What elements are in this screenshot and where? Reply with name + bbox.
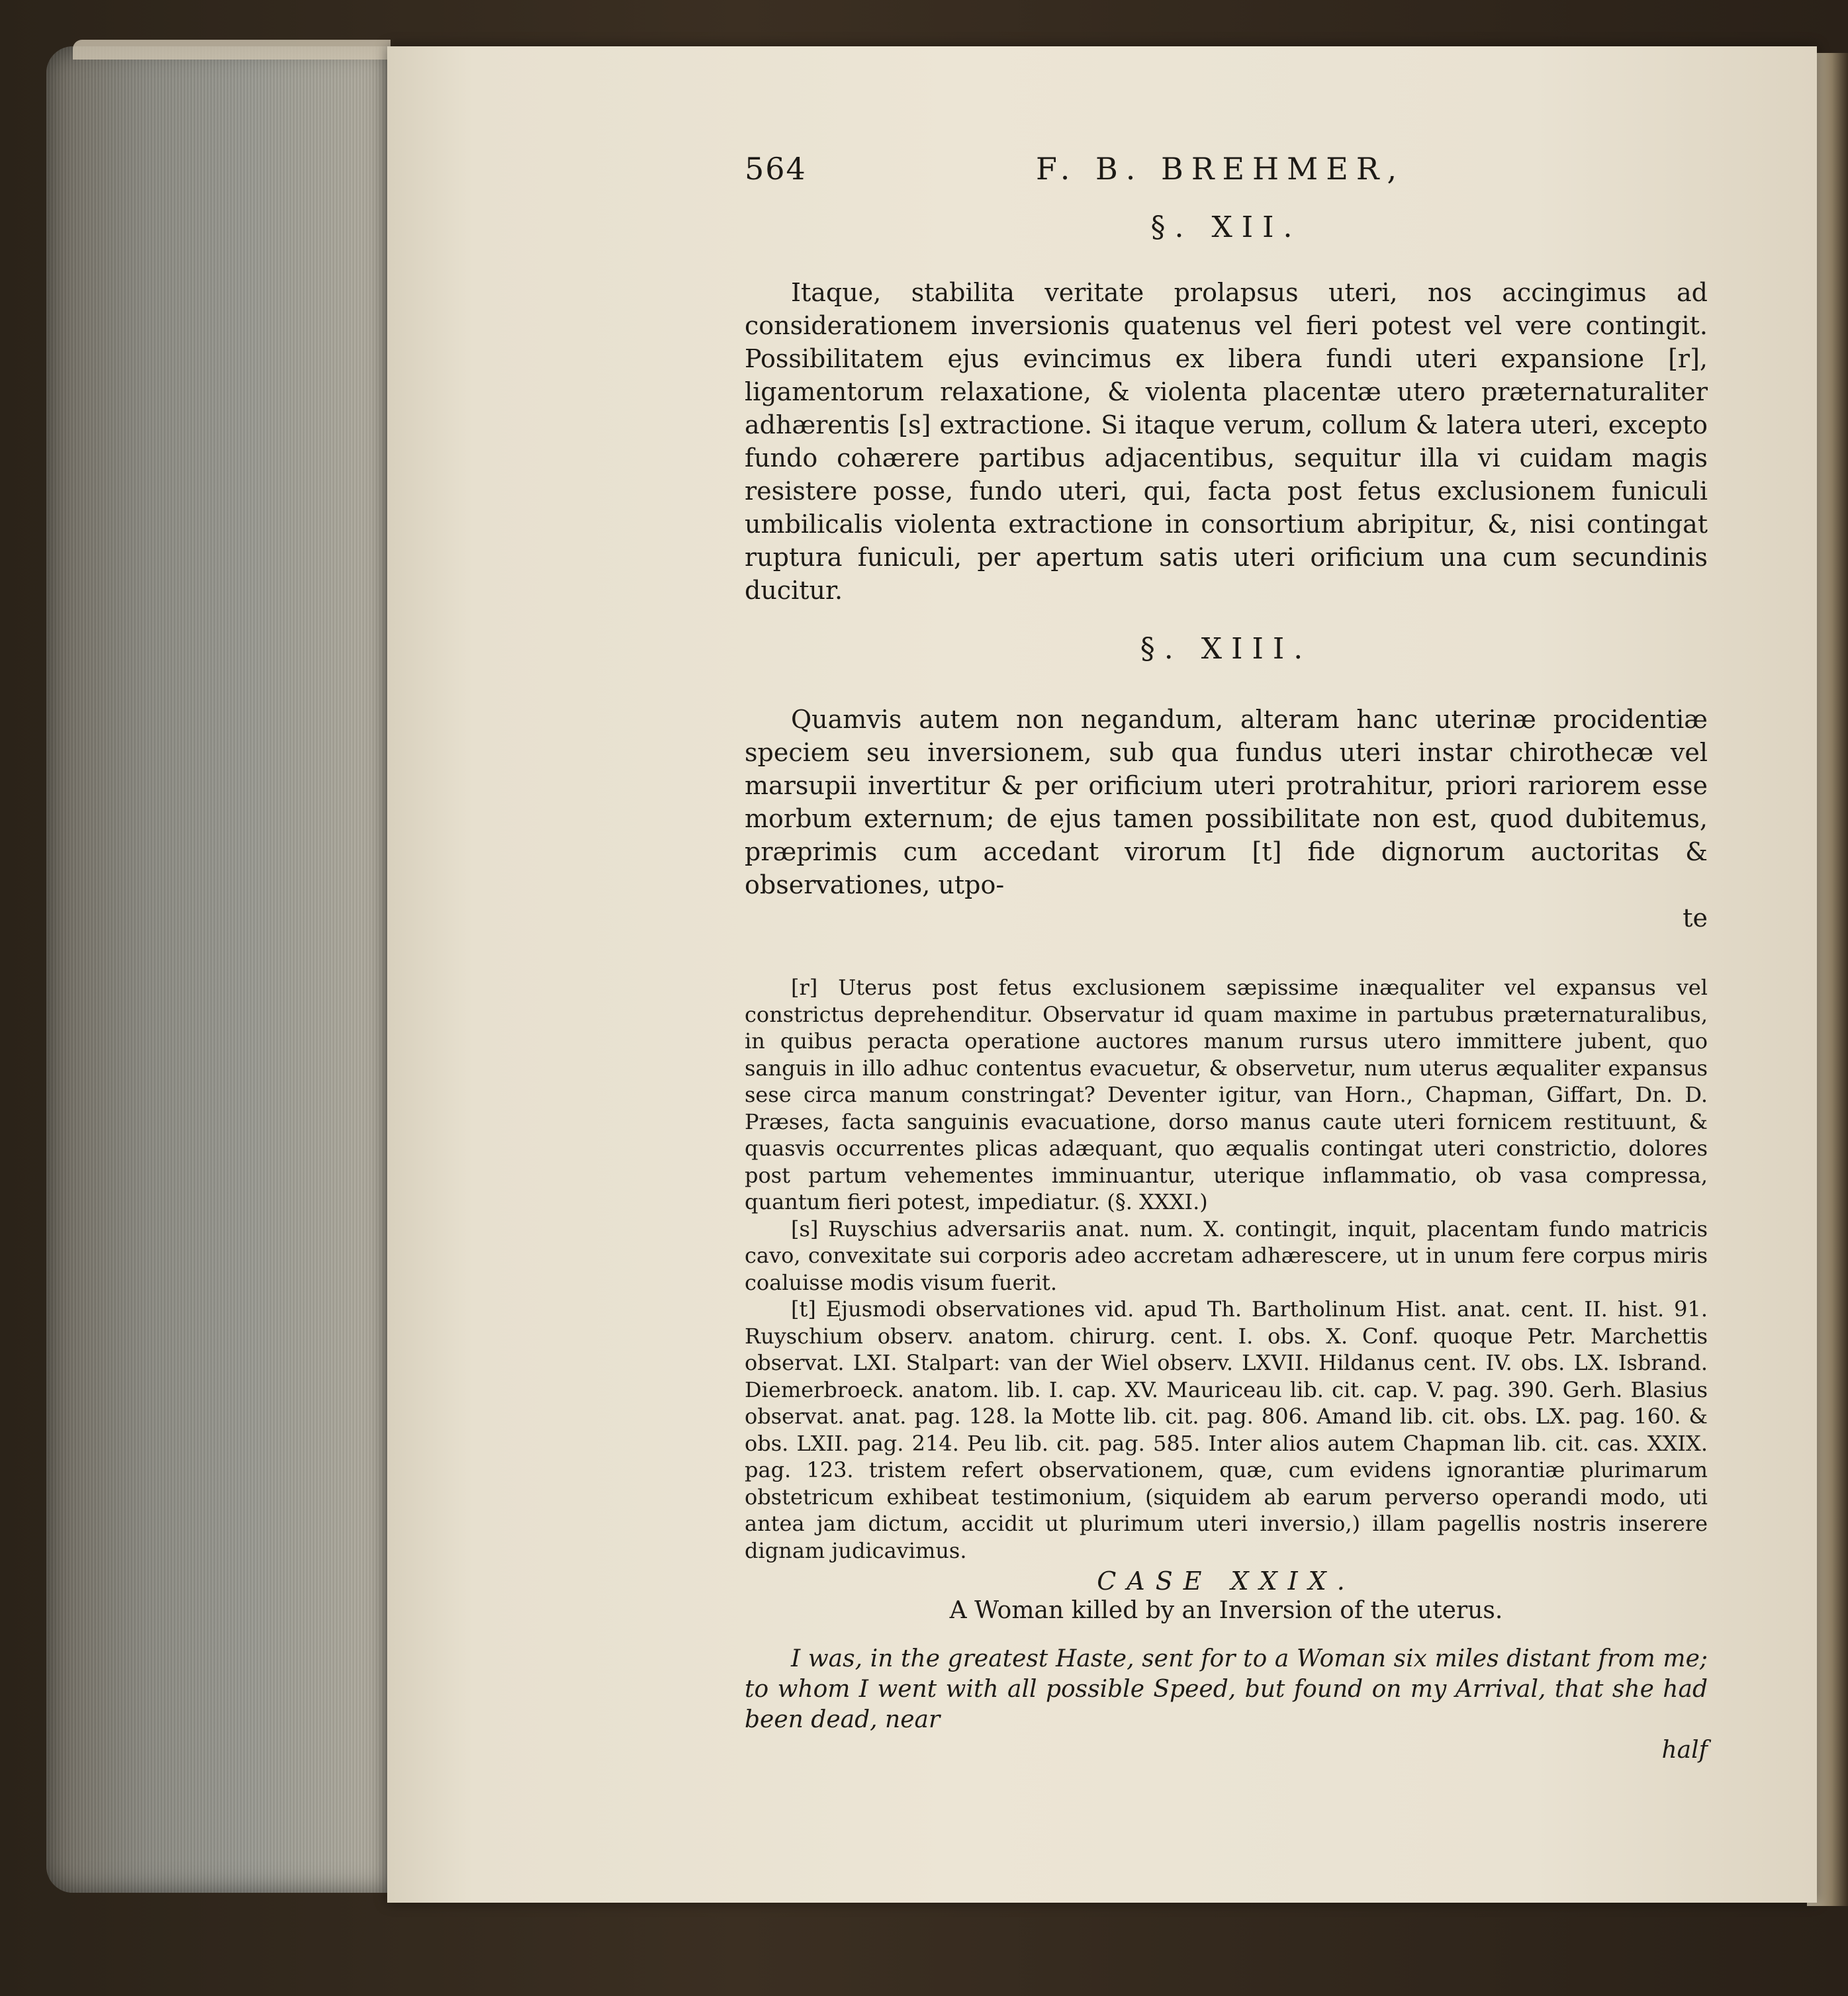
case-subtitle: A Woman killed by an Inversion of the uterus. [949,1596,1503,1624]
section-13-paragraph [745,703,1708,934]
case-text-body: I was, in the greatest Haste, sent for to a Woman six miles distant from me; to whom I went with all possible Speed, but found on my Arrival, that she had been dead, near [745,1645,1708,1733]
footnotes [745,974,1708,1766]
running-head-author: F. B. BREHMER, [1036,151,1405,187]
footnote-t: [t] Ejusmodi observationes vid. apud Th. Bartholinum Hist. anat. cent. II. hist. 91. Ruyschium observ. anatom. chirurg. cent. I. obs. X. Conf. quoque Petr. Marchettis observat. LXI. Stalpart: van der Wiel observ. LXVII. Hildanus cent. IV. obs. LX. Isbrand. Diemerbroeck. anatom. lib. I. cap. XV. Mauriceau lib. cit. cap. V. pag. 390. Gerh. Blasius observat. anat. pag. 128. la Motte lib. cit. pag. 806. Amand lib. cit. obs. LX. pag. 160. & obs. LXII. pag. 214. Peu lib. cit. pag. 585. Inter alios autem Chapman lib. cit. cas. XXIX. pag. 123. tristem refert observationem, quæ, cum evidens ignorantiæ plurimarum obstetricum exhibeat testimonium, (siquidem ab earum perverso operandi modo, uti antea jam dictum, accidit ut plurimum uteri inversio,) illam pagellis nostris inserere dignam judicavimus. [745,1296,1708,1563]
book-top-edge [73,40,391,60]
page-number: 564 [745,151,807,187]
book-page-edges [46,46,391,1893]
section-12-paragraph [745,276,1708,607]
footnote-s: [s] Ruyschius adversariis anat. num. X. contingit, inquit, placentam fundo matricis cavo, convexitate sui corporis adeo accretam adhærescere, ut in unum fere corpus miris coaluisse modis visum fuerit. [745,1216,1708,1295]
catchword: te [1683,903,1708,932]
section-13-text: Quamvis autem non negandum, alteram hanc uterinæ procidentiæ speciem seu inversionem, sub qua fundus uteri instar chirothecæ vel marsupii invertitur & per orificium uteri protrahitur, priori rariorem esse morbum externum; de ejus tamen possibilitate non est, quod dubitemus, præprimis cum accedant virorum [t] fide dignorum auctoritas & observationes, utpo- [745,705,1708,899]
section-12-text: Itaque, stabilita veritate prolapsus uteri, nos accingimus ad considerationem inversionis quatenus vel fieri potest vel vere contingit. Possibilitatem ejus evincimus ex libera fundi uteri expansione [r], ligamentorum relaxatione, & violenta placentæ utero præternaturaliter adhærentis [s] extractione. Si itaque verum, collum & latera uteri, excepto fundo cohærere partibus adjacentibus, sequitur illa vi cuidam magis resistere posse, fundo uteri, qui, facta post fetus exclusionem funiculi umbilicalis violenta extractione in consortium abripitur, &, nisi contingat ruptura funiculi, per apertum satis uteri orificium una cum secundinis ducitur. [745,278,1708,605]
case-title: CASE XXIX. [1097,1566,1356,1596]
page-text-block [745,151,1708,1790]
section-heading-12: §. XII. [1150,210,1302,244]
section-heading-13: §. XIII. [1140,632,1313,666]
case-catchword: half [1661,1737,1708,1764]
case-text [745,1644,1708,1766]
footnote-r: [r] Uterus post fetus exclusionem sæpissime inæqualiter vel expansus vel constrictus deprehenditur. Observatur id quam maxime in partubus præternaturalibus, in quibus peracta operatione auctores manum rursus utero immittere jubent, quo sanguis in illo adhuc contentus evacuetur, & observetur, num uterus æqualiter expansus sese circa manum constringat? Deventer igitur, van Horn., Chapman, Giffart, Dn. D. Præses, facta sanguinis evacuatione, dorso manus caute uteri fornicem restituunt, & quasvis occurrentes plicas adæquant, quo æqualis contingat uteri constrictio, dolores post partum vehementes imminuantur, uterique inflammatio, ob vasa compressa, quantum fieri potest, impediatur. (§. XXXI.) [745,975,1708,1214]
running-head [745,151,1708,197]
